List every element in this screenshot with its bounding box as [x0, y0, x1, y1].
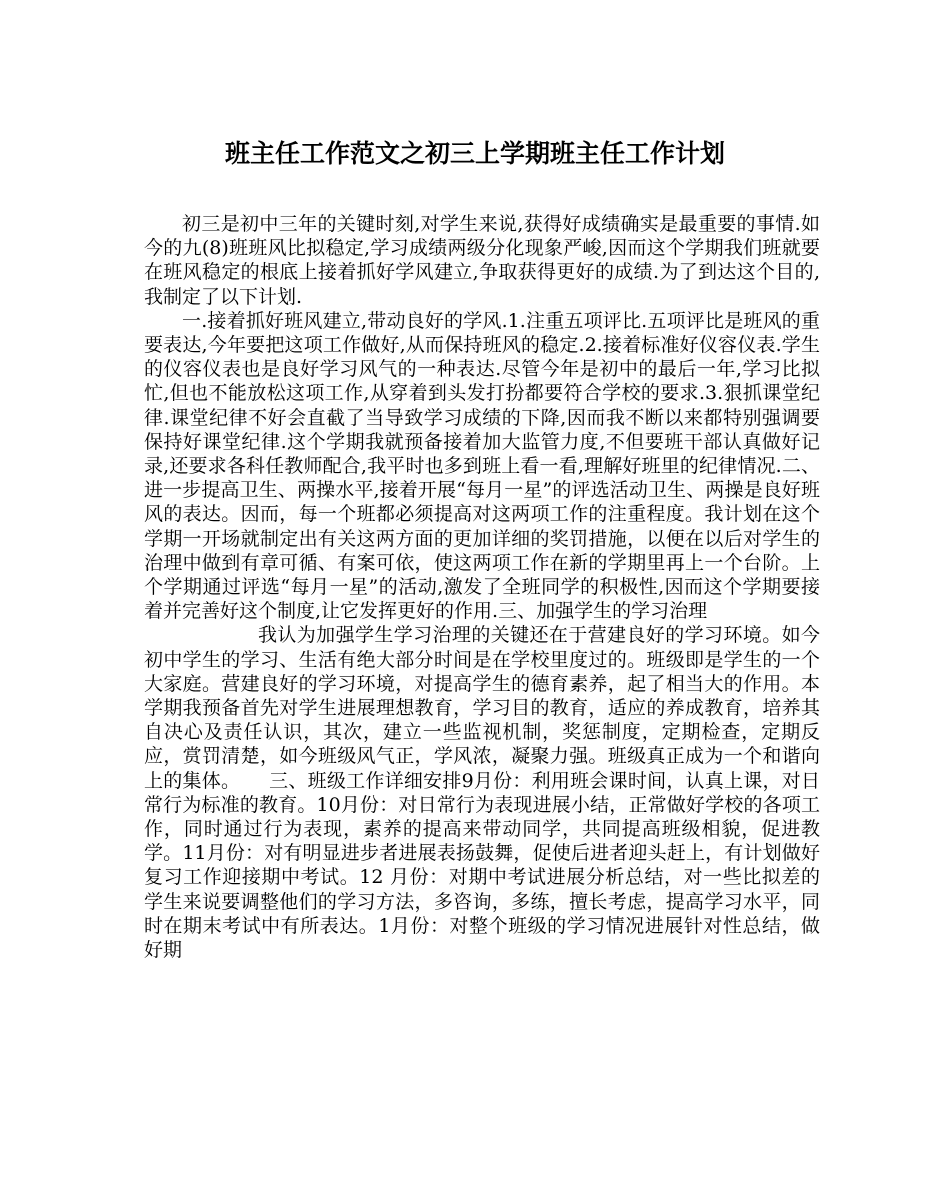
- paragraph-learning-management: 我认为加强学生学习治理的关键还在于营建良好的学习环境。如今初中学生的学习、生活有绝大部分时间是在学校里度过的。班级即是学生的一个大家庭。营建良好的学习环境，对提高学生的德育素养，起了相当大的作用。本学期我预备首先对学生进展理想教育，学习目的教育，适应的养成教育，培养其自决心及责任认识，其次，建立一些监视机制，奖惩制度，定期检查，定期反应，赏罚清楚，如今班级风气正，学风浓，凝聚力强。班级真正成为一个和谐向上的集体。 三、班级工作详细安排9月份：利用班会课时间，认真上课，对日常行为标准的教育。10月份：对日常行为表现进展小结，正常做好学校的各项工作，同时通过行为表现，素养的提高来带动同学，共同提高班级相貌，促进教学。11月份：对有明显进步者进展表扬鼓舞，促使后进者迎头赶上，有计划做好复习工作迎接期中考试。12 月份：对期中考试进展分析总结，对一些比拟差的学生来说要调整他们的学习方法，多咨询，多练，擅长考虑，提高学习水平，同时在期末考试中有所表达。1月份：对整个班级的学习情况进展针对性总结，做好期: [144, 624, 820, 962]
- paragraph-intro: 初三是初中三年的关键时刻,对学生来说,获得好成绩确实是最重要的事情.如今的九(8)班班风比拟稳定,学习成绩两级分化现象严峻,因而这个学期我们班就要在班风稳定的根底上接着抓好学风建立,争取获得更好的成绩.为了到达这个目的,我制定了以下计划.: [144, 213, 820, 308]
- document-title: 班主任工作范文之初三上学期班主任工作计划: [224, 139, 725, 168]
- document-body: [144, 212, 820, 962]
- paragraph-class-style: 一.接着抓好班风建立,带动良好的学风.1.注重五项评比.五项评比是班风的重要表达,今年要把这项工作做好,从而保持班风的稳定.2.接着标准好仪容仪表.学生的仪容仪表也是良好学习风气的一种表达.尽管今年是初中的最后一年,学习比拟忙,但也不能放松这项工作,从穿着到头发打扮都要符合学校的要求.3.狠抓课堂纪律.课堂纪律不好会直截了当导致学习成绩的下降,因而我不断以来都特别强调要保持好课堂纪律.这个学期我就预备接着加大监管力度,不但要班干部认真做好记录,还要求各科任教师配合,我平时也多到班上看一看,理解好班里的纪律情况.二、进一步提高卫生、两操水平,接着开展“每月一星”的评选活动卫生、两操是良好班风的表达。因而，每一个班都必须提高对这两项工作的注重程度。我计划在这个学期一开场就制定出有关这两方面的更加详细的奖罚措施，以便在以后对学生的治理中做到有章可循、有案可依，使这两项工作在新的学期里再上一个台阶。上个学期通过评选“每月一星”的活动,激发了全班同学的积极性,因而这个学期要接着并完善好这个制度,让它发挥更好的作用.三、加强学生的学习治理: [144, 309, 820, 623]
